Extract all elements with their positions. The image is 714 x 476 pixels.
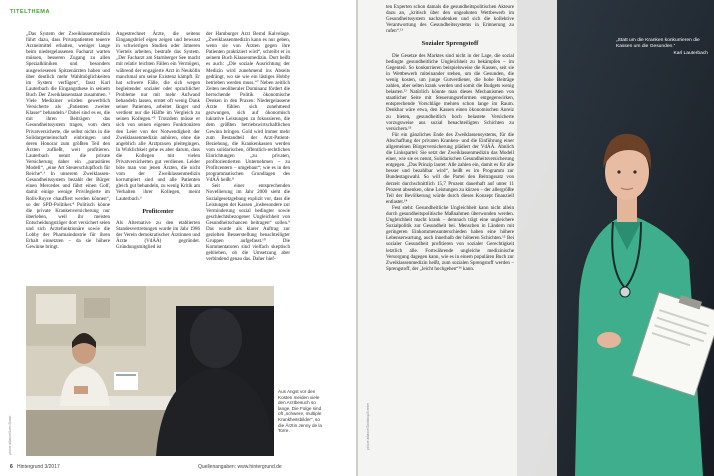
right-column	[386, 4, 514, 272]
paragraph: ten Experten schon damals die gesundheitspolitischen Akteure dazu an, „kritisch über den ungeahnten Wettbewerb im Gesundheitssystem nachzudenken und sich die kollektive Verantwortung des Gesundheitssystems in Erinnerung zu rufen“.¹¹	[386, 4, 514, 35]
left-footer	[10, 464, 60, 470]
paragraph: „Das System der Zweiklassenmedizin führt dazu, dass Privatpatienten teuerre Arzneimittel erhalten, weniger lange beim niedergelassenen Facharzt warten müssen, besseren Zugang zu allen Spezialkliniken und besonders ausgewiesenen Spitzenärzten haben und über deutlich mehr Wahlmöglichkeiten im System verfügen“, fasst Karl Lauterbach die Eingangsthese in seinem Buch Der Zweiklassenstaat zusammen. ¹ Viele Mediziner würden gewerblich Versicherte als „Patienten zweiter Klasse“ behandeln.² Dabei sind es es, die mit ihren Beiträgen das Gesundheitssystem tragen, vom dem Privatversicherte, die selbst nichts in die Solidargemeinschaft einbringen und deren Honorar zum größten Teil den Ärzten zufließt, weit profitieren. Lauterbach nennt die private Versicherung daher ein „parasitäres Modell“, „eine Art Steuerschlupfloch für Reiche“.³ In unserem Zweiklassen-Gesundheitssystem bezahlt der Bürger einen Mercedes und fährt einen Golf, damit einige wenige Privilegierte im Rolls-Royce chauffiert werden können“, so der SPD-Politiker.⁴ Politisch könne die private Krankenversicherung nur überleben, weil ihr meisten Entscheidungsträger dort versichert seien und sich Ärztefunktionäre sowie die Lobby der Pharmaindustrie für ihren Erhalt einsetzten – da sie höhere Gewinne bringt.	[26, 31, 110, 251]
left-column-3	[206, 31, 290, 263]
sources-note: Quellenangaben: www.hintergrund.de	[198, 464, 282, 470]
subheading-profitcenter: Profitcenter	[142, 208, 174, 215]
left-column-1	[26, 31, 110, 250]
pull-quote	[616, 38, 708, 57]
paragraph: Als Alternative zu den etablierten Standesvertretungen wurde im Jahr 1986 der Verein demokratischer Ärztinnen und Ärzte (VdÄÄ) gegründet. Gründungsmitglied ist	[116, 219, 200, 251]
nurse-photo	[517, 0, 714, 476]
consultation-photo	[26, 286, 274, 456]
paragraph: Angestrechnet Ärzte, die seitens Eingangsbrief eigen zeigen und bewusst in schwierigen Studien oder ärmeren Viertels arbeiten, bestrafe das System. „Der Facharzt am Starnberger See macht mit relativ leichten Fällen ein Vermögen, während der engagierte Arzt in Neukölln manchmal um seine Existenz kämpft. Er hat schwere Fälle, die sich wegen begleitender sozialer oder sprachlicher Probleme nur mit mehr Aufwand behandeln lassen, erntet oft wenig Dank seiner Patienten, arbeitet länger und verdient nur die Hälfte im Vergleich zu seinen Kollegen.“⁵ Trotzdem müsse er sich von seinen eigenen Funktionären den Leier von der Notwendigkeit der Zweiklassenmedizin anhören, ohne die angeblich alle Arztpraxen pleitegingen. In Wirklichkeit gehe es aber darum, dass die Kollegen mit vielen Privatversicherten gut verdienen. Leider böte man von jenen Ärzten, die nicht vom der Zweiklassenmedizin korrumpiert sind und alle Patienten gleich gut behandeln, zu wenig Kritik am Verhalten ihrer Kollegen, meint Lauterbach.⁶	[116, 31, 200, 202]
paragraph: Die Gesetze des Marktes sind nicht in der Lage, die sozial bedingte gesundheitliche Ungleichheit zu bekämpfen – im Gegenteil. So konkurrieren beispielsweise die Kassen, seit sie in Wettbewerb miteinander stehen, um die Gesunden, die wenig kosten, um junge Gutverdiener, die hohe Beiträge zahlen, aber selten krank werden und somit die Budgets wenig belasten.¹² Natürlich könnte man dieses Mechanismen von staatlicher Seite mit Steuerungsreformen entgegenwirken, entsprechende Vorschläge mehren schon lange im Raum. Denkbar wäre etwa, den Kassen einen ökonomischen Anreiz zu bieten, gesundheitlich hoch belastete Versicherte vorzugsweise aus sozial benachteiligten Schichten zu versichern.¹³	[386, 52, 514, 132]
section-rubric: TITELTHEMA	[10, 9, 51, 15]
photo-credit: picture alliance/Sven Simon	[8, 415, 12, 455]
photo-credit: picture alliance/Shotshop/Jcenter	[366, 403, 370, 450]
subheading-sozialer-sprengstoff: Sozialer Sprengstoff	[421, 40, 479, 48]
paragraph: Seit einer entsprechenden Novellierung im Jahr 2000 sieht die Sozialgesetzgebung explizit vor, dass die Leistungen der Kassen „insbesondere zur Verminderung sozial bedingter sowie geschlechtsbezogener Ungleichheit von Gesundheitschancen beitragen“ sollen.⁹ Das wurde als klarer Auftrag zur gezielten Besserstellung benachteiligter Gruppen aufgefasst.¹⁰ Die Kommentatoren sind vielfach skeptisch geblieben, ob die Umsetzung aber verbindend genau das. Daher hief-	[206, 183, 290, 263]
paragraph: Für ein gänzliches Ende des Zweiklassensystems, für die Abschaffung der privaten Kranken- und die Einführung einer allgemeinen Bürgerversicherung plädiert der VdÄÄ. Ähnlich die Linkspartei: Sie setzt der Zweiklassenmedizin das Modell einer, wie sie es nennt, Solidarischen Gesundheitsversicherung entgegen. „Das Prinzip lautet: Alle zahlen ein, damit es für alle besser und bezahlbar wird“, heißt es im Programm zur Bundestagswahl. So will die Partei den Beitragssatz von derzeit durchschnittlich 15,7 Prozent dauerhaft auf unter 11 Prozent absenken, ohne Leistungen zu kürzen – der allergrößte Teil der Bevölkerung würde durch dieses Konzept finanziell entlastet.¹⁴	[386, 131, 514, 205]
magazine-issue: Hintergrund 3/2017	[16, 464, 60, 470]
left-column-2	[116, 31, 200, 250]
paragraph: Fest steht: Gesundheitliche Ungleichheit kann nicht allein durch gesundheitspolitische Maßnahmen überwunden werden. Ungleichheit macht krank – demnach trägt eine ungleichere Sozialpolitik zur Gesundheit bei. Menschen in Ländern mit geringeren Einkommensunterschieden haben eine höhere Lebenserwartung, auch innerhalb der höheren Schichten.¹⁵ Bei sozialer Gesundheit profitieren von sozialer Gerechtigkeit letztlich alle. Fortwährende ungleiche medizinische Versorgung dagegen kann, wie es in einem populären Buch zur Zweiklassenmedizin heißt, zum sozialen Sprengstoff werden – Sprengstoff, der „leicht hochgehen“¹⁶ kann.	[386, 204, 514, 272]
page-number: 6	[10, 464, 13, 470]
left-page	[0, 0, 356, 476]
quote-author: Karl Lauterbach	[673, 51, 708, 56]
photo-caption: Aus Angst vor den Kosten meiden viele den Arztbesuch so lange. Die Folge sind oft „schwere, multiple Krankheitsbilder“, so die Ärztin Jenny de la Torre.	[278, 389, 322, 434]
quote-text: „Statt um die Kranken konkurrieren die Kassen um die Gesunden.“	[616, 38, 700, 49]
paragraph: der Hamburger Arzt Bernd Kalvelage. „Zweiklassenmedizin kann es nur geben, wenn sie von Ärzten gegen ihre Patienten praktiziert wird“, schreibt er in seinem Buch Klassenmedizin. Dort heißt es auch: „Die soziale Ausrichtung der Medizin wird zunehmend ins Abseits gedrängt, wo sie wie ein lästiges Hobby betrieben werden muss.“⁷ Neben zeitlich Zeiten neoliberaler Dominanz fördert die herrschende Politik ökonomische Denken in den Praxen: Niedergelassene Ärzte fühlen sich zunehmend gezwungen, sich auf ökonomisch lukrative Leistungen zu fokussieren, die dem größten betriebswirtschaftlichen Gewinn bringen. Gold wird immer mehr zum Bestandteil der Arzt-Patient-Beziehung, die Krankenkassen werden vom solidarischen, öffentlich-rechtlichen Einrichtungen „zu privaten, profitorientierten Unternehmen – zu Profitcentern – umgebaut“; wie es in den programmatischen Grundlagen des VdÄÄ heißt.⁸	[206, 31, 290, 184]
